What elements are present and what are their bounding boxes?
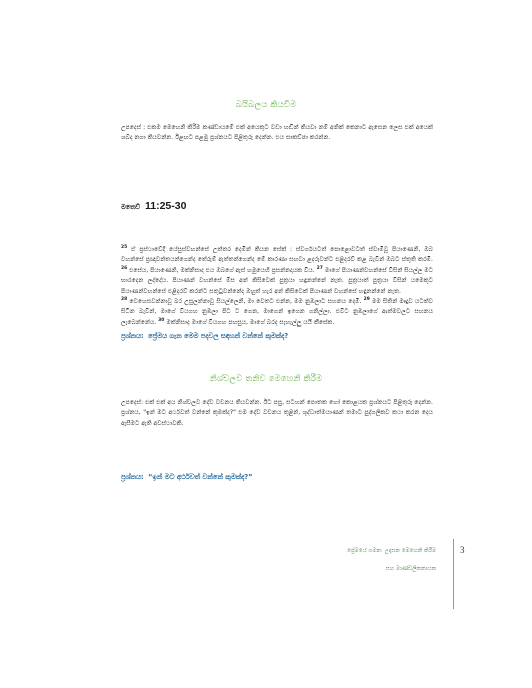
scripture-passage xyxy=(121,245,433,328)
section-title-bible-reading: බයිබලය කියවීම xyxy=(235,100,297,110)
instruction-paragraph-2 xyxy=(121,398,433,429)
instruction-text-1: උපදෙස් : එකම මෙහෙනි කිරීම කණ්ඩායමේ එක් අයෙකුට වඩා හඬින් කියවා නම් අනික් කෙනාට ඇසෙන ලෙස එක් අයෙක් ශබ්ද නගා කියවන්න. ඊළඟට පළමු ප්‍රශ්නයට පිළිතුරු දෙන්න. එය සාකච්ඡා කරන්න. xyxy=(121,124,433,142)
instruction-paragraph-1 xyxy=(121,123,433,144)
verse-text: වෙහෙසවන්නාවූ බර උසුලන්නාවූ සියල්ලෙනි, මා වෙතට එන්න, මම නුඹලාට සහනය දෙමි. xyxy=(129,298,362,306)
question-label: ප්‍රශ්නය: xyxy=(121,473,144,481)
footer-title-line-1: ප්‍රේමයේ ගමන: උදෑසන මෙහෙනි කිරීම xyxy=(347,548,436,554)
scripture-reference xyxy=(121,200,186,212)
verse-text: මාගේ පියාණන්වහන්සේ විසින් සියල්ල මට භාරදෙන ලද්දේය. පියාණන් වහන්සේ මිස අන් කිසිවෙක් පුත්‍රයා හඳුනන්නේ නැත. පුත්‍රයාත් පුත්‍රයා විසින් යමෙකුට පියාණන්වහන්සේ එළිදරව් කරන්ට සතුටුවන්නේද ඔහුත් හැර අන් කිසිවෙක් පියාණන් වහන්සේ හඳුනන්නේ නැත. xyxy=(121,266,434,295)
footer-title-line-2: සහ මාණ්ඩලිකනායක xyxy=(385,566,436,572)
scripture-book: මතෙව් xyxy=(121,203,141,211)
verse-number: 27 xyxy=(316,265,323,271)
verse-text: එසේය, පියාණෙනි, මක්නිසාද එය ඔබගේ ඇස් හමුයෙහි ප්‍රසන්නදායක විය. xyxy=(129,266,315,274)
page-number: 3 xyxy=(460,545,465,555)
verses-block-1 xyxy=(121,245,433,297)
question-text: ප්‍රේමය ගැන මෙම පදවල සඳහන් වන්නේ කුමක්ද? xyxy=(147,332,289,340)
verses-block-2 xyxy=(121,297,433,328)
verse-number: 28 xyxy=(121,297,128,303)
verse-number: 29 xyxy=(363,297,370,303)
instruction-text-2: උපදෙස්: එක් එක් අය නිශ්චලව දේව වචනය කියවන්න. ඊට පසු, සටහන් පොතක හෝ කොළයක ප්‍රශ්නයට පිළිතුරු දෙන්න. ප්‍රශ්නය, "ඉන් මට අර්ථවත් වන්නේ කුමක්ද?" එම දේව වචනය තුළින්, ශුද්ධාත්මයාණන් තමාට පුද්ගලිකව කථා කරන දෙය ඇසීමට ඇති අවස්ථාවකි. xyxy=(121,399,433,427)
question-2 xyxy=(121,473,253,482)
question-1 xyxy=(121,332,288,341)
verse-text: මම සිතින් මෘදුව යටත්ව සිටින බැවින්, මාගේ වියගහ නුඹලා පිට ට ගෙන, මාගෙන් ඉගෙන ගනිල්ලා. එවිට නුඹලාගේ ආත්මවලට සහනය ලැබෙන්නේය. xyxy=(121,298,434,326)
question-text: “ඉන් මට අර්ථවත් වන්නේ කුමක්ද?” xyxy=(147,473,253,481)
verse-text: මක්නිසාද මාගේ වියගහ පහසුය, මාගේ බරද සැහැල්ලු යයි කීසේක. xyxy=(166,318,335,326)
verse-text: ඒ ප්‍රස්ථාවේදී යේසුස්වහන්සේ උත්තර දෙමින් කියන සේක් : ස්වර්ගයටත් පොළොවටත් ස්වාමිවූ පියාණෙනි, ඔබ වහන්සේ ප්‍රඥාවන්තයන්ගෙන්ද තේරුම් ඇත්තන්ගෙන්ද මේ කාරණා සඟවා ළදරුවන්ට එළිදරව් කළ බැවින් ඔබට ස්තුති කරමි. xyxy=(121,246,434,264)
verse-number: 30 xyxy=(158,317,165,323)
question-label: ප්‍රශ්නය: xyxy=(121,332,144,340)
section-title-silent-prayer: නිශ්චලව තනිව මෙහෙනි කිරීම xyxy=(209,374,323,384)
footer-divider xyxy=(453,539,454,609)
verse-number: 26 xyxy=(121,265,128,271)
verse-number: 25 xyxy=(121,245,128,250)
scripture-chapter-verse: 11:25-30 xyxy=(144,200,187,212)
